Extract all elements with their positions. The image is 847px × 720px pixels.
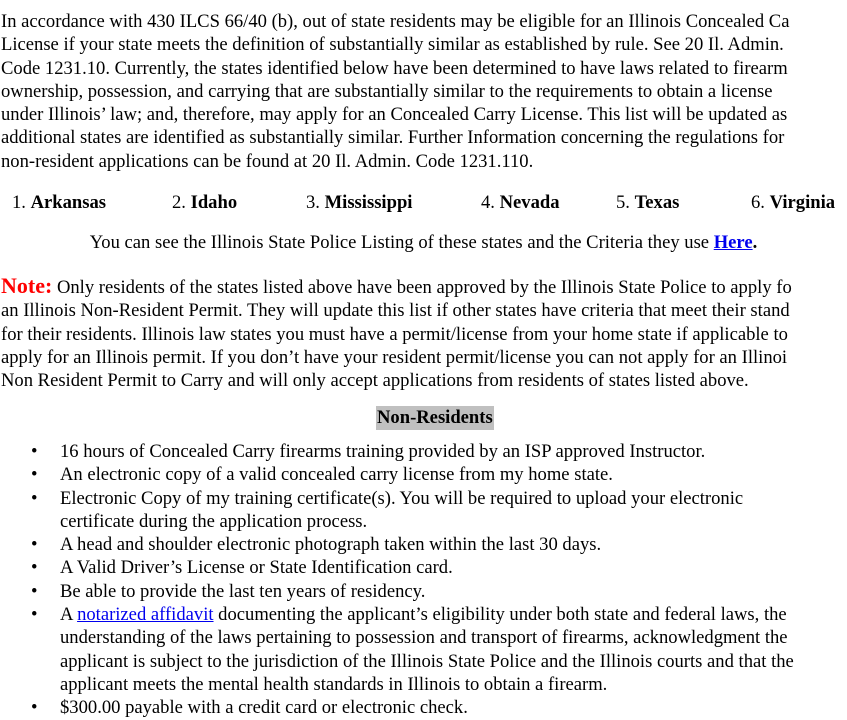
intro-line: non-resident applications can be found at 20 Il. Admin. Code 1231.110. — [1, 150, 534, 172]
intro-line: additional states are identified as substantially similar. Further Information concerning the regulations for — [1, 127, 785, 149]
list-item: • 16 hours of Concealed Carry firearms training provided by an ISP approved Instructor. — [31, 441, 706, 462]
list-item-affidavit: • A notarized affidavit documenting the applicant’s eligibility under both state and federal laws, the understanding of the laws pertaining to possession and transport of firearms, acknowledgment the applicant is subject to the jurisdiction of the Illinois State Police and the Illinois courts and that the applicant meets the mental health standards in Illinois to obtain a firearm. — [31, 604, 794, 695]
listing-line: You can see the Illinois State Police Listing of these states and the Criteria they use Here. — [89, 232, 758, 253]
bullet-icon: • — [31, 464, 38, 486]
here-link[interactable]: Here — [713, 232, 753, 253]
list-item: • A head and shoulder electronic photograph taken within the last 30 days. — [31, 534, 602, 556]
intro-paragraph — [1, 10, 789, 173]
non-residents-heading: Non-Residents — [377, 407, 493, 428]
state-item: 2. Idaho — [172, 192, 238, 213]
note-line: an Illinois Non-Resident Permit. They will update this list if other states have criteria that meet their stand — [1, 300, 790, 322]
note-line: apply for an Illinois permit. If you don’t have your resident permit/license you can not apply for an Illinoi — [1, 346, 788, 368]
state-item: 1. Arkansas — [12, 192, 107, 213]
intro-line: under Illinois’ law; and, therefore, may apply for an Concealed Carry License. This list will be updated as — [1, 104, 788, 126]
intro-line: In accordance with 430 ILCS 66/40 (b), out of state residents may be eligible for an Illinois Concealed Ca — [1, 11, 790, 32]
bullet-icon: • — [31, 534, 38, 556]
bullet-icon: • — [31, 604, 38, 626]
note-label: Note: — [1, 273, 53, 298]
list-item: • Electronic Copy of my training certificate(s). You will be required to upload your electronic certificate during the application process. — [31, 487, 744, 532]
bullet-icon: • — [31, 441, 38, 462]
note-line: for their residents. Illinois law states you must have a permit/license from your home state if applicable to — [1, 323, 788, 345]
state-item: 3. Mississippi — [306, 192, 413, 213]
list-item: • $300.00 payable with a credit card or electronic check. — [31, 697, 468, 719]
bullet-icon: • — [31, 557, 38, 579]
bullet-icon: • — [31, 487, 38, 509]
bullet-icon: • — [31, 580, 38, 602]
intro-line: ownership, possession, and carrying that are substantially similar to the requirements to obtain a license — [1, 80, 773, 102]
list-item: • An electronic copy of a valid concealed carry license from my home state. — [31, 464, 613, 486]
note-line: Non Resident Permit to Carry and will only accept applications from residents of states listed above. — [1, 370, 749, 392]
state-item: 4. Nevada — [481, 192, 560, 213]
note-paragraph: Note: Only residents of the states listed above have been approved by the Illinois State Police to apply fo an Illinois Non-Resident Permit. They will update this list if other states have criteria that meet their stand for their residents. Illinois law states you must have a permit/license from your home state if applicable to apply for an Illinois permit. If you don’t have your resident permit/license you can not apply for an Illinoi Non Resident Permit to Carry and will only accept applications from residents of states listed above. — [1, 273, 792, 392]
state-item: 6. Virginia — [751, 192, 836, 213]
list-item: • Be able to provide the last ten years of residency. — [31, 580, 426, 602]
bullet-icon: • — [31, 697, 38, 719]
state-item: 5. Texas — [616, 192, 680, 213]
intro-line: License if your state meets the definition of substantially similar as established by rule. See 20 Il. Admin. — [1, 34, 784, 56]
notarized-affidavit-link[interactable]: notarized affidavit — [77, 604, 214, 626]
list-item: • A Valid Driver’s License or State Identification card. — [31, 557, 453, 579]
requirements-list — [0, 440, 794, 720]
intro-line: Code 1231.10. Currently, the states identified below have been determined to have laws related to firearm — [1, 57, 788, 79]
